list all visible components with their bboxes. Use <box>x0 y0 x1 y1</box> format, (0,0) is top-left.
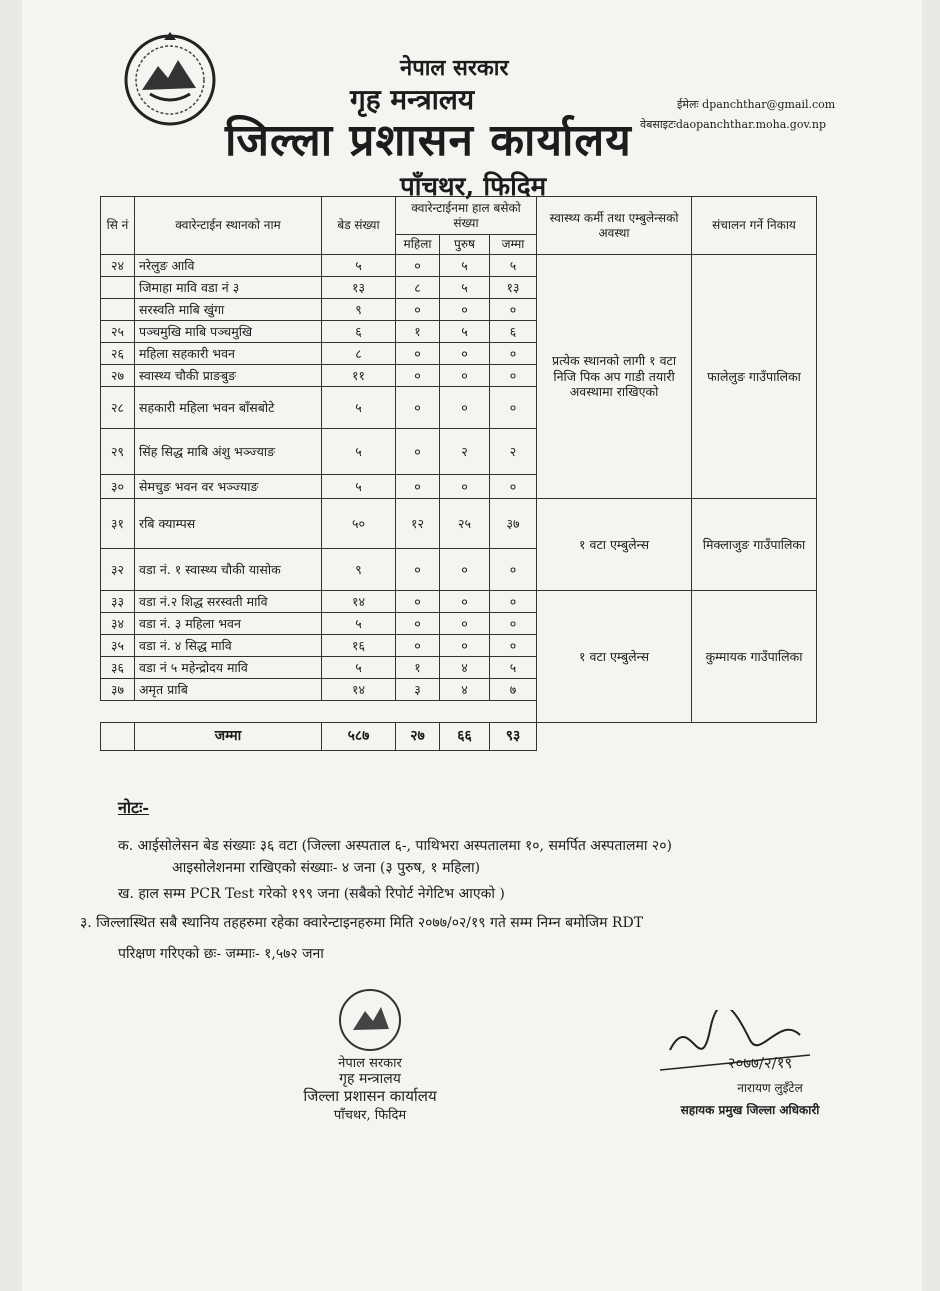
cell-female: १२ <box>396 499 440 549</box>
ministry-name: गृह मन्त्रालय <box>350 83 475 116</box>
cell-male: ० <box>440 343 490 365</box>
health-cell-kummayak: १ वटा एम्बुलेन्स <box>537 591 692 723</box>
cell-sn <box>101 299 135 321</box>
cell-name: नरेलुङ आवि <box>135 255 322 277</box>
cell-beds: १४ <box>322 679 396 701</box>
cell-male: ४ <box>440 657 490 679</box>
cell-beds: ९ <box>322 299 396 321</box>
cell-sn: २९ <box>101 429 135 475</box>
cell-total: ० <box>490 343 537 365</box>
office-location: पाँचथर, फिदिम <box>400 172 547 202</box>
cell-sn: ३६ <box>101 657 135 679</box>
cell-beds: ५० <box>322 499 396 549</box>
header-male: पुरुष <box>440 235 490 255</box>
cell-female: ० <box>396 365 440 387</box>
cell-beds: ५ <box>322 613 396 635</box>
cell-beds: १६ <box>322 635 396 657</box>
cell-beds: ५ <box>322 657 396 679</box>
cell-female: १ <box>396 657 440 679</box>
cell-female: ० <box>396 299 440 321</box>
cell-total: ० <box>490 475 537 499</box>
cell-total: ० <box>490 635 537 657</box>
signature-block <box>650 1010 830 1130</box>
cell-sn: ३३ <box>101 591 135 613</box>
signature-date: २०७७/२/१९ <box>727 1054 793 1072</box>
cell-male: ४ <box>440 679 490 701</box>
cell-name: सिंह सिद्ध माबि अंशु भञ्ज्याङ <box>135 429 322 475</box>
cell-total: ० <box>490 591 537 613</box>
header-beds: बेड संख्या <box>322 197 396 255</box>
cell-sn: ३५ <box>101 635 135 657</box>
cell-female: ० <box>396 255 440 277</box>
stamp-line3: जिल्ला प्रशासन कार्यालय <box>303 1087 437 1105</box>
body-cell-falelung: फालेलुङ गाउँपालिका <box>692 255 817 499</box>
cell-female: ० <box>396 613 440 635</box>
office-stamp <box>285 985 455 1125</box>
cell-beds: ५ <box>322 429 396 475</box>
cell-total: ० <box>490 299 537 321</box>
cell-male: ५ <box>440 321 490 343</box>
note-three-line2: परिक्षण गरिएको छः- जम्माः- १,५७२ जना <box>118 946 324 962</box>
header-sn: सि नं <box>101 197 135 255</box>
note-ka-line1: क. आईसोलेसन बेड संख्याः ३६ वटा (जिल्ला अस्पताल ६-, पाथिभरा अस्पतालमा १०, समर्पित अस्पतालमा २०) <box>118 838 672 854</box>
header-name: क्वारेन्टाईन स्थानको नाम <box>135 197 322 255</box>
cell-beds: ५ <box>322 387 396 429</box>
cell-male: ० <box>440 591 490 613</box>
cell-male: ० <box>440 549 490 591</box>
cell-sn: २६ <box>101 343 135 365</box>
cell-total: १३ <box>490 277 537 299</box>
cell-male: ० <box>440 365 490 387</box>
government-name: नेपाल सरकार <box>400 55 509 81</box>
total-label: जम्मा <box>135 723 322 751</box>
health-cell-miklajung: १ वटा एम्बुलेन्स <box>537 499 692 591</box>
cell-beds: १४ <box>322 591 396 613</box>
cell-male: ५ <box>440 277 490 299</box>
header-body: संचालन गर्ने निकाय <box>692 197 817 255</box>
header-current: क्वारेन्टाईनमा हाल बसेको संख्या <box>396 197 537 235</box>
header-health: स्वास्थ्य कर्मी तथा एम्बुलेन्सको अवस्था <box>537 197 692 255</box>
cell-male: ० <box>440 613 490 635</box>
cell-female: ० <box>396 387 440 429</box>
cell-total: ३७ <box>490 499 537 549</box>
cell-name: महिला सहकारी भवन <box>135 343 322 365</box>
cell-name: सेमचुङ भवन वर भञ्ज्याङ <box>135 475 322 499</box>
cell-total: २ <box>490 429 537 475</box>
email-text: ईमेलः dpanchthar@gmail.com <box>677 98 836 111</box>
cell-beds: ५ <box>322 475 396 499</box>
stamp-line2: गृह मन्त्रालय <box>339 1071 401 1087</box>
cell-sn: २८ <box>101 387 135 429</box>
cell-total: ० <box>490 365 537 387</box>
cell-name: अमृत प्राबि <box>135 679 322 701</box>
notes-title: नोटः- <box>118 798 149 817</box>
cell-male: ० <box>440 299 490 321</box>
signature-name: नारायण लुइँटेल <box>737 1081 803 1095</box>
signature-title: सहायक प्रमुख जिल्ला अधिकारी <box>680 1103 820 1117</box>
stamp-line1: नेपाल सरकार <box>338 1056 402 1071</box>
cell-name: वडा नं ५ महेन्द्रोदय मावि <box>135 657 322 679</box>
cell-beds: ५ <box>322 255 396 277</box>
cell-beds: ६ <box>322 321 396 343</box>
table-row <box>101 499 817 549</box>
cell-sn: ३४ <box>101 613 135 635</box>
cell-total: ६ <box>490 321 537 343</box>
cell-beds: ९ <box>322 549 396 591</box>
total-spacer <box>101 723 135 751</box>
cell-total: ० <box>490 387 537 429</box>
cell-male: ५ <box>440 255 490 277</box>
quarantine-table <box>100 196 817 751</box>
header-female: महिला <box>396 235 440 255</box>
cell-male: ० <box>440 475 490 499</box>
cell-beds: १३ <box>322 277 396 299</box>
cell-name: वडा नं. १ स्वास्थ्य चौकी यासोक <box>135 549 322 591</box>
cell-female: ० <box>396 475 440 499</box>
total-beds: ५८७ <box>322 723 396 751</box>
stamp-line4: पाँचथर, फिदिम <box>333 1108 407 1123</box>
cell-male: ० <box>440 387 490 429</box>
cell-name: पञ्चमुखि माबि पञ्चमुखि <box>135 321 322 343</box>
total-female: २७ <box>396 723 440 751</box>
header-total: जम्मा <box>490 235 537 255</box>
nepal-emblem-icon <box>120 30 220 130</box>
cell-name: जिमाहा मावि वडा नं ३ <box>135 277 322 299</box>
website-text: वेबसाइटःdaopanchthar.moha.gov.np <box>640 118 826 131</box>
body-cell-miklajung: मिक्लाजुङ गाउँपालिका <box>692 499 817 591</box>
health-cell-falelung: प्रत्येक स्थानको लागी १ वटा निजि पिक अप गाडी तयारी अवस्थामा राखिएको <box>537 255 692 499</box>
cell-total: ७ <box>490 679 537 701</box>
cell-male: २ <box>440 429 490 475</box>
total-empty <box>537 723 817 751</box>
cell-female: ३ <box>396 679 440 701</box>
cell-sn: ३२ <box>101 549 135 591</box>
cell-name: सरस्वति माबि खुंगा <box>135 299 322 321</box>
note-kha: ख. हाल सम्म PCR Test गरेको १९९ जना (सबैको रिपोर्ट नेगेटिभ आएको ) <box>118 886 505 902</box>
cell-male: २५ <box>440 499 490 549</box>
cell-beds: ८ <box>322 343 396 365</box>
cell-name: वडा नं.२ शिद्ध सरस्वती मावि <box>135 591 322 613</box>
cell-sn <box>101 277 135 299</box>
cell-female: ० <box>396 635 440 657</box>
cell-name: सहकारी महिला भवन बाँसबोटे <box>135 387 322 429</box>
office-name: जिल्ला प्रशासन कार्यालय <box>225 115 632 166</box>
body-cell-kummayak: कुम्मायक गाउँपालिका <box>692 591 817 723</box>
note-three-line1: ३. जिल्लास्थित सबै स्थानिय तहहरुमा रहेका क्वारेन्टाइनहरुमा मिति २०७७/०२/१९ गते सम्म निम्न बमोजिम RDT <box>80 915 644 931</box>
cell-total: ० <box>490 549 537 591</box>
total-row <box>101 723 817 751</box>
table-row <box>101 255 817 277</box>
cell-female: १ <box>396 321 440 343</box>
cell-sn: २७ <box>101 365 135 387</box>
cell-name: रबि क्याम्पस <box>135 499 322 549</box>
cell-beds: ११ <box>322 365 396 387</box>
cell-sn: २४ <box>101 255 135 277</box>
cell-total: ५ <box>490 657 537 679</box>
cell-name: वडा नं. ३ महिला भवन <box>135 613 322 635</box>
cell-sn: २५ <box>101 321 135 343</box>
cell-sn: ३० <box>101 475 135 499</box>
cell-sn: ३७ <box>101 679 135 701</box>
total-total: ९३ <box>490 723 537 751</box>
cell-female: ० <box>396 549 440 591</box>
cell-name: स्वास्थ्य चौकी प्राङबुङ <box>135 365 322 387</box>
note-ka-line2: आइसोलेशनमा राखिएको संख्याः- ४ जना (३ पुरुष, १ महिला) <box>172 860 481 876</box>
cell-female: ० <box>396 343 440 365</box>
cell-total: ० <box>490 613 537 635</box>
cell-female: ८ <box>396 277 440 299</box>
cell-total: ५ <box>490 255 537 277</box>
total-male: ६६ <box>440 723 490 751</box>
table-row <box>101 591 817 613</box>
cell-male: ० <box>440 635 490 657</box>
cell-sn: ३१ <box>101 499 135 549</box>
cell-female: ० <box>396 591 440 613</box>
cell-name: वडा नं. ४ सिद्ध मावि <box>135 635 322 657</box>
cell-female: ० <box>396 429 440 475</box>
